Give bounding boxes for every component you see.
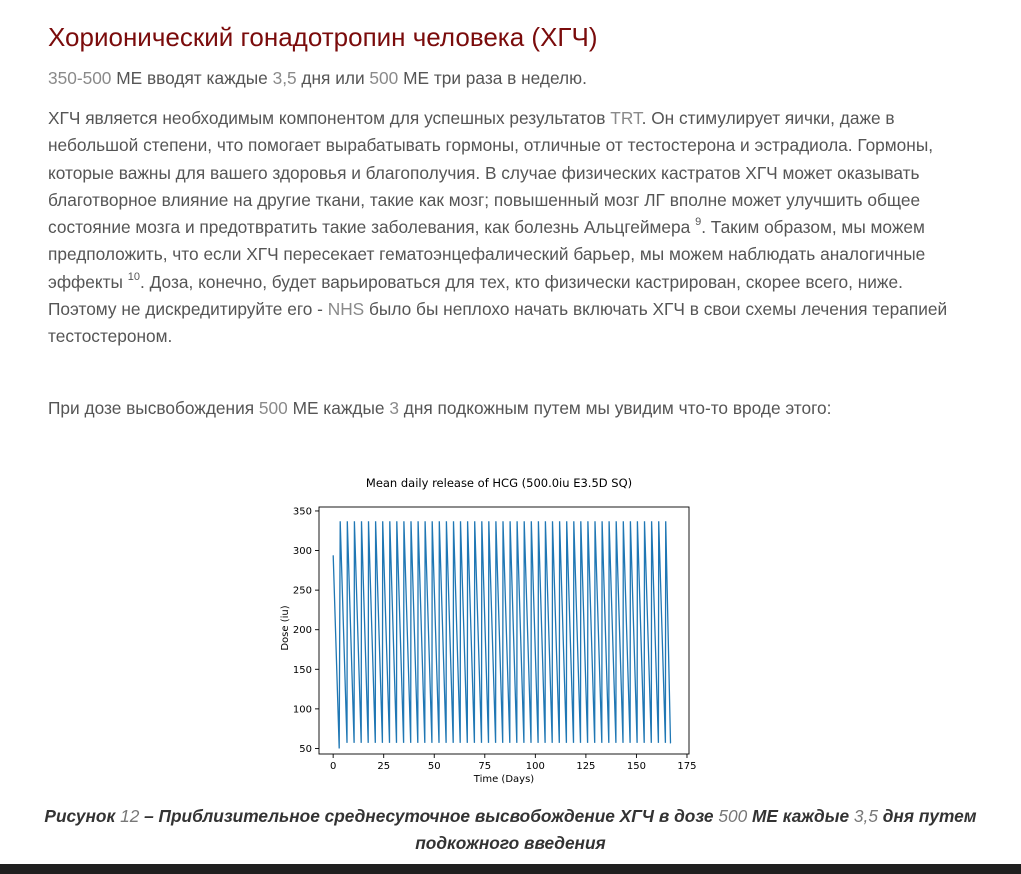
x-tick-label: 175: [677, 761, 697, 772]
x-tick-label: 100: [525, 761, 545, 772]
nhs-term: NHS: [327, 299, 365, 320]
hcg-release-chart: [276, 464, 716, 799]
dose-range: 350-500: [48, 68, 112, 88]
x-tick-label: 75: [478, 761, 492, 772]
y-tick-label: 300: [292, 546, 312, 558]
x-tick-label: 150: [626, 761, 646, 772]
y-tick-label: 200: [292, 625, 312, 637]
x-axis-label: Time (Days): [473, 774, 535, 785]
release-paragraph: При дозе высвобождения 500 МЕ каждые 3 дня подкожным путем мы увидим что-то вроде этого:: [48, 398, 832, 418]
trt-term: TRT: [610, 108, 642, 128]
series-line-hcg-release: [333, 521, 671, 748]
y-tick-label: 350: [292, 506, 312, 518]
y-tick-label: 150: [292, 664, 312, 676]
y-axis-label: Dose (iu): [280, 605, 291, 651]
y-tick-label: 50: [299, 743, 312, 755]
page-title: Хорионический гонадотропин человека (ХГЧ): [48, 22, 598, 52]
x-tick-label: 25: [377, 761, 391, 772]
dose-paragraph: 350-500 МЕ вводят каждые 3,5 дня или 500 МЕ три раза в неделю.: [48, 68, 587, 88]
y-tick-label: 250: [292, 585, 312, 597]
footnote-ref-10[interactable]: 10: [127, 270, 141, 283]
body-paragraph: ХГЧ является необходимым компонентом для успешных результатов TRT. Он стимулирует яички, даже в небольшой степени, что помогает вырабатывать гормоны, отличные от тестостерона и эстрадиола. Гормоны, которые важны для вашего здоровья и благополучия. В случае физических кастратов ХГЧ может оказывать благотворное влияние на другие ткани, такие как мозг; повышенный мозг ЛГ вполне может улучшить общее состояние мозга и предотвратить такие заболевания, как болезнь Альцгеймера $^9$. Таким образом, мы можем предположить, что если ХГЧ пересекает гематоэнцефалический барьер, мы можем наблюдать аналогичные эффекты $^{10}$. Доза, конечно, будет варьироваться для тех, кто физически кастрирован, скорее всего, ниже. Поэтому не дискредитируйте его - NHS было бы неплохо начать включать ХГЧ в свои схемы лечения терапией тестостероном.: [48, 108, 948, 347]
footnote-ref-9[interactable]: 9: [695, 216, 702, 229]
x-tick-label: 125: [576, 761, 596, 772]
chart-svg: [276, 464, 716, 794]
bottom-bar: [0, 864, 1021, 874]
x-tick-label: 50: [427, 761, 441, 772]
plot-area: [293, 506, 697, 772]
figure-caption: Рисунок 12 – Приблизительное среднесуточное высвобождение ХГЧ в дозе 500 МЕ каждые 3,5 дня путем подкожного введения: [44, 806, 977, 853]
x-tick-label: 0: [329, 761, 337, 772]
y-tick-label: 100: [292, 704, 312, 716]
chart-title: Mean daily release of HCG (500.0iu E3.5D SQ): [365, 476, 633, 490]
